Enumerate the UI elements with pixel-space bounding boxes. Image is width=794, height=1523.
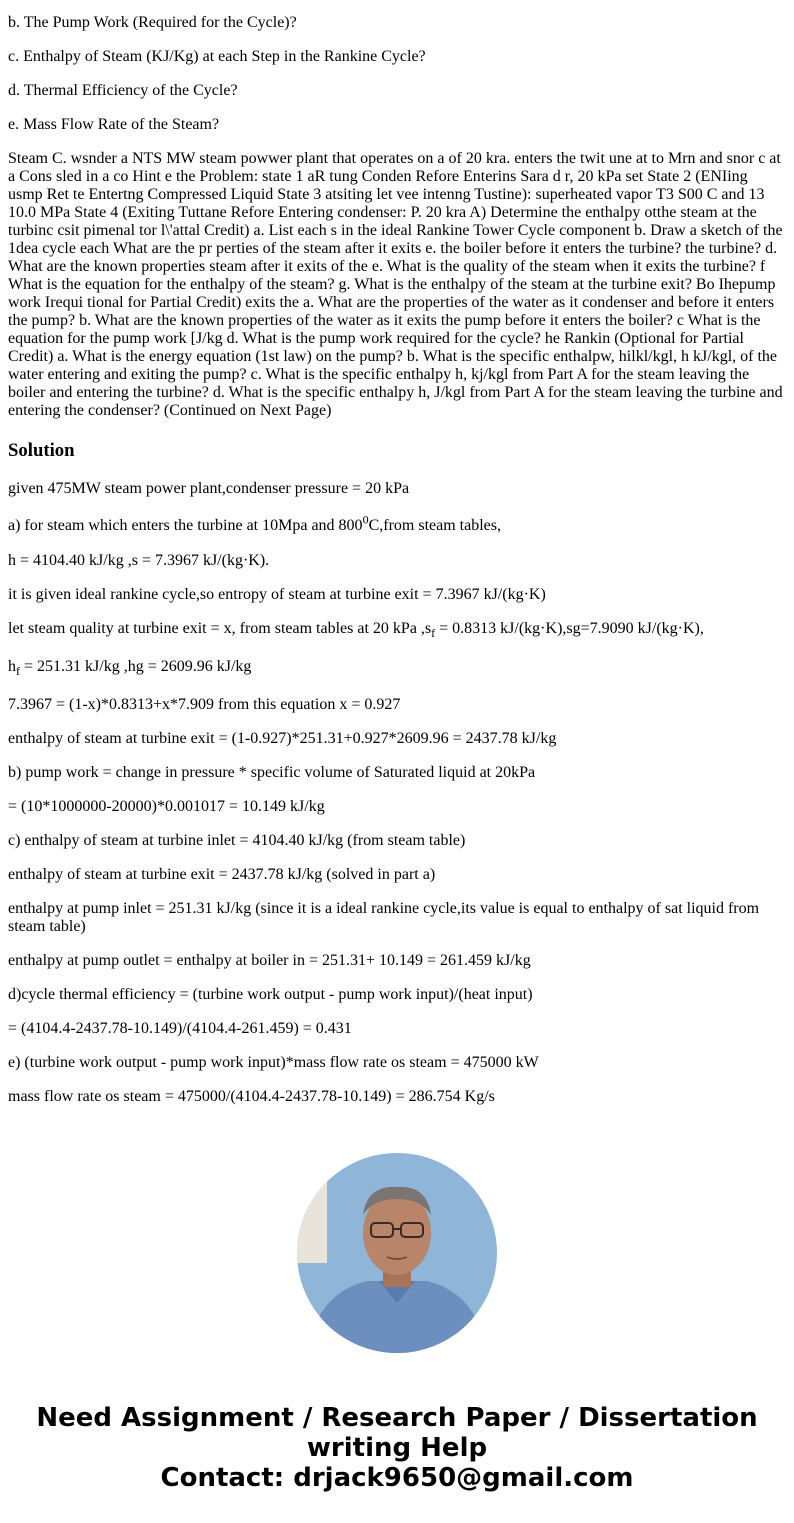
solution-quality xyxy=(8,620,786,641)
solution-part-c-pump-inlet: enthalpy at pump inlet = 251.31 kJ/kg (since it is a ideal rankine cycle,its value is equal to enthalpy of sat liquid from steam table) xyxy=(8,900,760,935)
solution-given: given 475MW steam power plant,condenser pressure = 20 kPa xyxy=(8,480,410,497)
solution-part-a xyxy=(8,512,786,535)
part-a-text: a) for steam which enters the turbine at 10Mpa and 800 xyxy=(8,517,363,534)
part-a-superscript: 0 xyxy=(362,512,369,527)
problem-statement: Steam C. wsnder a NTS MW steam powwer plant that operates on a of 20 kra. enters the twit une at to Mrn and snor c at a Cons sled in a co Hint e the Problem: state 1 aR tung Conden Refore Enterins Sara d r, 20 kPa set State 2 (ENIing usmp Ret te Entertng Compressed Liquid State 3 atsiting let vee intenng Tustine): superheated vapor T3 S00 C and 13 10.0 MPa State 4 (Exiting Tuttane Refore Entering condenser: P. 20 kra A) Determine the enthalpy otthe steam at the turbinc csit pimenal tor l\'attal Credit) a. List each s in the ideal Rankine Tower Cycle component b. Draw a sketch of the 1dea cycle each What are the pr perties of the steam after it exits e. the boiler before it enters the turbine? the turbine? d. What are the known properties steam after it exits of the e. What is the quality of the steam when it exits the turbine? f What is the equation for the enthalpy of the steam? g. What is the enthalpy of the steam at the turbine exit? Bo Ihepump work Irequi tional for Partial Credit) exits the a. What are the properties of the water as it condenser and before it enters the pump? b. What are the known properties of the water as it exits the pump before it enters the boiler? c What is the equation for the pump work [J/kg d. What is the pump work required for the cycle? he Rankin (Optional for Partial Credit) a. What is the energy equation (1st law) on the pump? b. What is the specific enthalpw, hilkl/kgl, h kJ/kgl, of the water entering and exiting the pump? c. What is the specific enthalpy h, kj/kgl from Part A for the steam leaving the boiler and entering the turbine? d. What is the specific enthalpy h, J/kgl from Part A for the steam leaving the turbine and entering the condenser? (Continued on Next Page) xyxy=(8,150,783,419)
question-b: b. The Pump Work (Required for the Cycle)? xyxy=(8,14,297,31)
solution-heading: Solution xyxy=(8,440,75,461)
banner-contact-email: Contact: drjack9650@gmail.com xyxy=(160,1463,634,1493)
solution-equation: 7.3967 = (1-x)*0.8313+x*7.909 from this equation x = 0.927 xyxy=(8,696,401,713)
banner-line-1: Need Assignment / Research Paper / Dissertation xyxy=(36,1403,758,1433)
solution-part-c-pump-outlet: enthalpy at pump outlet = enthalpy at boiler in = 251.31+ 10.149 = 261.459 kJ/kg xyxy=(8,952,531,969)
solution-part-e: e) (turbine work output - pump work input)*mass flow rate os steam = 475000 kW xyxy=(8,1054,539,1071)
question-e: e. Mass Flow Rate of the Steam? xyxy=(8,116,220,133)
solution-part-c-exit: enthalpy of steam at turbine exit = 2437.78 kJ/kg (solved in part a) xyxy=(8,866,436,883)
solution-hf-hg xyxy=(8,658,786,679)
quality-subscript: f xyxy=(431,626,436,641)
contact-banner xyxy=(0,1403,794,1493)
solution-enthalpy-exit: enthalpy of steam at turbine exit = (1-0.927)*251.31+0.927*2609.96 = 2437.78 kJ/kg xyxy=(8,730,557,747)
portrait-image xyxy=(297,1153,497,1353)
question-d: d. Thermal Efficiency of the Cycle? xyxy=(8,82,238,99)
photo-wall-panel xyxy=(297,1153,327,1263)
solution-part-d: d)cycle thermal efficiency = (turbine work output - pump work input)/(heat input) xyxy=(8,986,533,1003)
hf-text-end: = 251.31 kJ/kg ,hg = 2609.96 kJ/kg xyxy=(20,658,252,675)
question-c: c. Enthalpy of Steam (KJ/Kg) at each Step in the Rankine Cycle? xyxy=(8,48,426,65)
banner-line-2: writing Help xyxy=(306,1433,488,1463)
solution-part-b: b) pump work = change in pressure * specific volume of Saturated liquid at 20kPa xyxy=(8,764,536,781)
quality-text-end: = 0.8313 kJ/(kg·K),sg=7.9090 kJ/(kg·K), xyxy=(435,620,704,637)
author-photo xyxy=(297,1153,497,1353)
solution-part-e-calc: mass flow rate os steam = 475000/(4104.4-2437.78-10.149) = 286.754 Kg/s xyxy=(8,1088,495,1105)
solution-entropy: it is given ideal rankine cycle,so entropy of steam at turbine exit = 7.3967 kJ/(kg·K) xyxy=(8,586,546,603)
solution-h-s: h = 4104.40 kJ/kg ,s = 7.3967 kJ/(kg·K). xyxy=(8,552,270,569)
solution-part-d-calc: = (4104.4-2437.78-10.149)/(4104.4-261.459) = 0.431 xyxy=(8,1020,352,1037)
solution-part-b-calc: = (10*1000000-20000)*0.001017 = 10.149 kJ/kg xyxy=(8,798,325,815)
hf-text: h xyxy=(8,658,16,675)
solution-part-c-inlet: c) enthalpy of steam at turbine inlet = 4104.40 kJ/kg (from steam table) xyxy=(8,832,466,849)
quality-text: let steam quality at turbine exit = x, from steam tables at 20 kPa ,s xyxy=(8,620,432,637)
part-a-text-end: C,from steam tables, xyxy=(368,517,501,534)
hf-subscript: f xyxy=(16,664,20,679)
